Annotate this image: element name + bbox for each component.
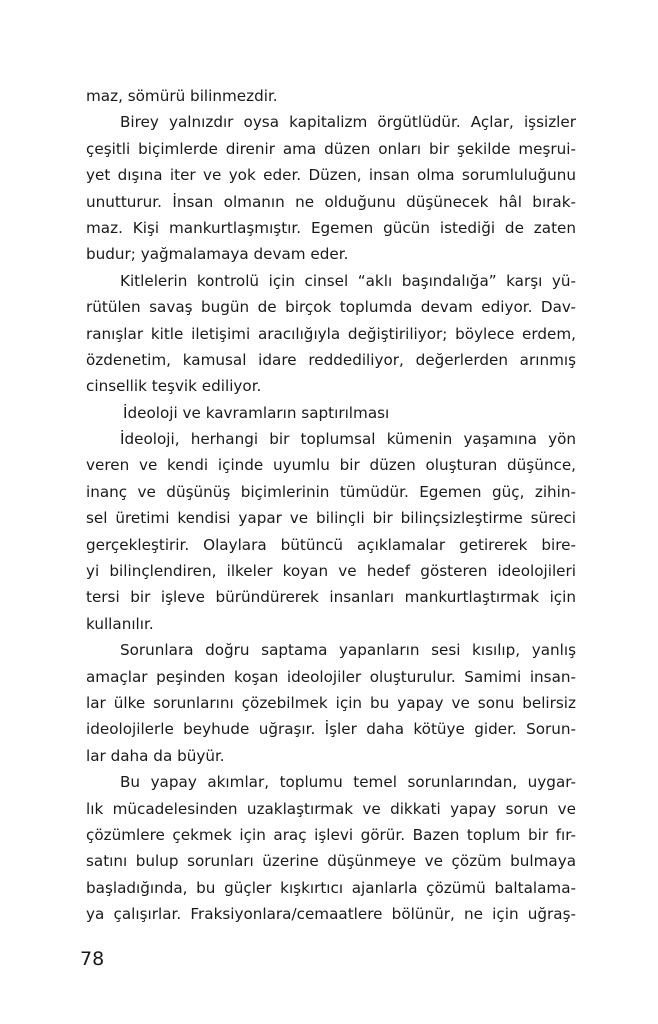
- text-line: maz, sömürü bilinmezdir.: [86, 87, 278, 105]
- page-number: 78: [80, 948, 105, 970]
- text-line: ya çalışırlar. Fraksiyonlara/cemaatlere bölünür, ne için uğraş-: [86, 905, 576, 924]
- text-line: amaçlar peşinden koşan ideolojiler oluşturulur. Samimi insan-: [86, 667, 576, 686]
- text-line: budur; yağmalamaya devam eder.: [86, 245, 349, 264]
- paragraph-start-line: İdeoloji, herhangi bir toplumsal kümenin yaşamına yön: [120, 430, 576, 449]
- text-line: kullanılır.: [86, 614, 154, 633]
- section-heading: İdeoloji ve kavramların saptırılması: [123, 403, 390, 422]
- text-line: yi bilinçlendiren, ilkeler koyan ve hedef gösteren ideolojileri: [86, 562, 576, 581]
- body-text: [86, 83, 576, 928]
- paragraph-start-line: Sorunlara doğru saptama yapanların sesi kısılıp, yanlış: [120, 641, 576, 660]
- text-line: lık mücadelesinden uzaklaştırmak ve dikkati yapay sorun ve: [86, 799, 576, 818]
- paragraph-start-line: Bu yapay akımlar, toplumu temel sorunlarından, uygar-: [120, 773, 576, 792]
- text-line: lar ülke sorunlarını çözebilmek için bu yapay ve sonu belirsiz: [86, 693, 576, 712]
- text-line: çeşitli biçimlerde direnir ama düzen onları bir şekilde meşrui-: [86, 139, 576, 158]
- paragraph-start-line: Birey yalnızdır oysa kapitalizm örgütlüdür. Açlar, işsizler: [120, 113, 576, 132]
- text-line: cinsellik teşvik ediliyor.: [86, 377, 262, 396]
- text-line: yet dışına iter ve yok eder. Düzen, insan olma sorumluluğunu: [86, 166, 576, 185]
- text-line: satını bulup sorunları üzerine düşünmeye ve çözüm bulmaya: [86, 852, 576, 871]
- paragraph-start-line: Kitlelerin kontrolü için cinsel “aklı başındalığa” karşı yü-: [120, 271, 576, 290]
- text-line: tersi bir işleve büründürerek insanları mankurtlaştırmak için: [86, 588, 576, 607]
- text-line: çözümlere çekmek için araç işlevi görür. Bazen toplum bir fır-: [86, 825, 576, 844]
- text-line: ranışlar kitle iletişimi aracılığıyla değiştiriliyor; böylece erdem,: [86, 324, 576, 343]
- text-line: inanç ve düşünüş biçimlerinin tümüdür. Egemen güç, zihin-: [86, 482, 576, 501]
- text-line: unutturur. İnsan olmanın ne olduğunu düşünecek hâl bırak-: [86, 192, 576, 211]
- text-line: rütülen savaş bugün de birçok toplumda devam ediyor. Dav-: [86, 298, 576, 317]
- text-line: sel üretimi kendisi yapar ve bilinçli bir bilinçsizleştirme süreci: [86, 509, 576, 528]
- text-line: ideolojilerle beyhude uğraşır. İşler daha kötüye gider. Sorun-: [86, 720, 576, 739]
- text-line: veren ve kendi içinde uyumlu bir düzen oluşturan düşünce,: [86, 456, 576, 475]
- text-line: gerçekleştirir. Olaylara bütüncü açıklamalar getirerek bire-: [86, 535, 576, 554]
- text-line: lar daha da büyür.: [86, 746, 225, 765]
- text-line: başladığında, bu güçler kışkırtıcı ajanlarla çözümü baltalama-: [86, 878, 576, 897]
- text-line: özdenetim, kamusal idare reddediliyor, değerlerden arınmış: [86, 350, 576, 369]
- text-line: maz. Kişi mankurtlaşmıştır. Egemen gücün istediği de zaten: [86, 218, 576, 237]
